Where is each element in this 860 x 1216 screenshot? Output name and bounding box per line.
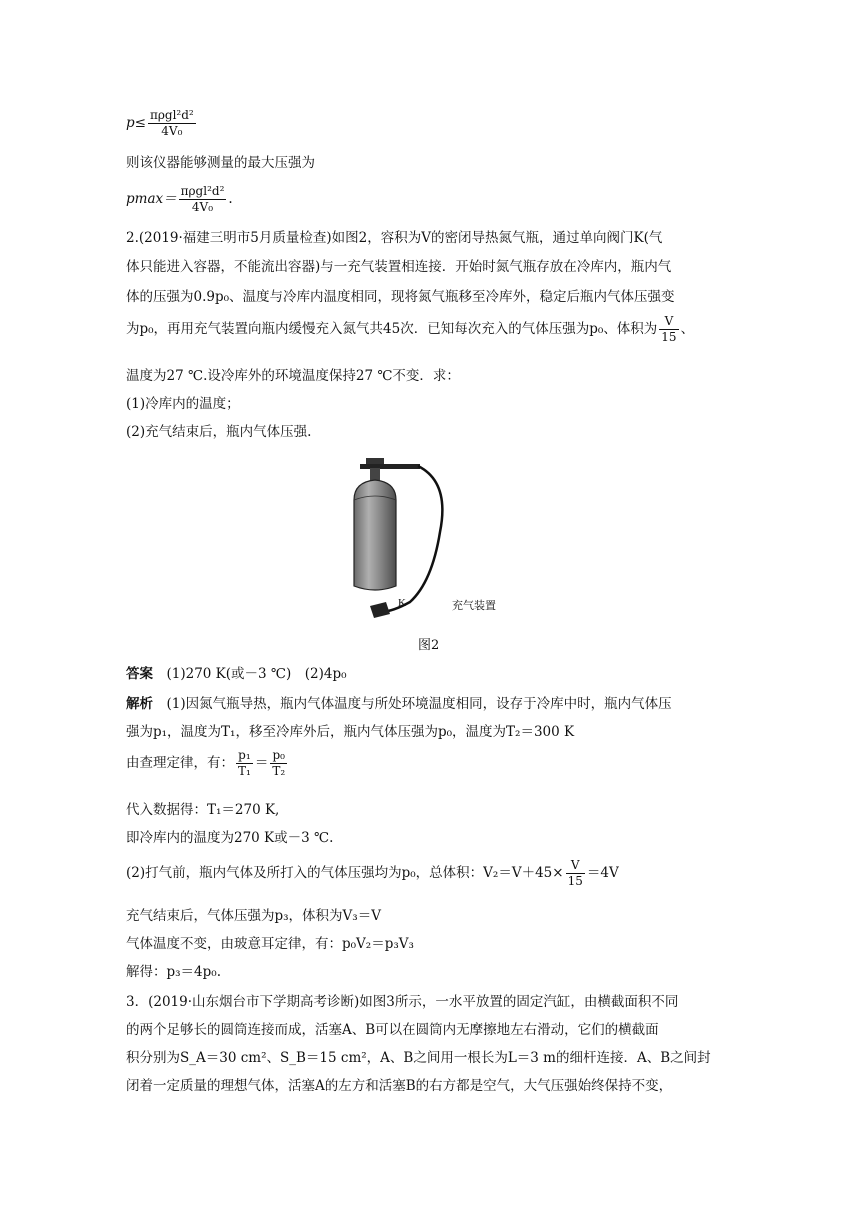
device-label: 充气装置 [452, 599, 496, 612]
ineq-fraction [148, 108, 196, 139]
q2-frac-den: 15 [661, 330, 677, 344]
q3-line-3: 积分别为S_A＝30 cm²、S_B＝15 cm²，A、B之间用一根长为L＝3 m的细杆连接．A、B之间封 [126, 1050, 711, 1066]
pmax-lhs: pmax＝ [126, 191, 177, 207]
q3-line-1: 3．(2019·山东烟台市下学期高考诊断)如图3所示，一水平放置的固定汽缸，由横截面积不同 [126, 994, 679, 1010]
valve-k [370, 602, 390, 618]
after-fill-line: 充气结束后，气体压强为p₃，体积为V₃＝V [126, 908, 381, 924]
q3-line-4: 闭着一定质量的理想气体，活塞A的左方和活塞B的右方都是空气，大气压强始终保持不变， [126, 1078, 673, 1094]
q2-subquestion-2: (2)充气结束后，瓶内气体压强. [126, 424, 312, 440]
charles-den-2: T₂ [272, 764, 286, 778]
pmax-numerator: πρgl²d² [180, 184, 225, 198]
q2-line-5: 温度为27 ℃.设冷库外的环境温度保持27 ℃不变．求： [126, 368, 460, 384]
pmax-fraction [179, 184, 227, 215]
part2-num: V [566, 858, 585, 874]
q2-line-4-text: 为p₀，再用充气装置向瓶内缓慢充入氮气共45次．已知每次充入的气体压强为p₀、体积为 [126, 321, 658, 337]
substitute-data-line: 代入数据得：T₁＝270 K, [126, 802, 280, 818]
q2-line-4-end: 、 [680, 321, 695, 337]
charles-num-1: p₁ [236, 748, 253, 764]
q2-line-3: 体的压强为0.9p₀、温度与冷库内温度相同，现将氮气瓶移至冷库外，稳定后瓶内气体压强变 [126, 289, 675, 305]
q2-line-4 [126, 314, 694, 345]
part2-fraction [566, 858, 585, 889]
charles-den-1: T₁ [238, 764, 251, 778]
answer-line [126, 664, 347, 684]
part2-text: (2)打气前，瓶内气体及所打入的气体压强均为p₀，总体积：V₂＝V＋45× [126, 865, 564, 881]
charles-fraction-1 [236, 748, 253, 779]
charles-prefix: 由查理定律，有： [126, 755, 234, 771]
q2-line-2: 体只能进入容器，不能流出容器)与一充气装置相连接．开始时氮气瓶存放在冷库内，瓶内气 [126, 259, 672, 275]
answer-text: (1)270 K(或－3 ℃) (2)4p₀ [166, 666, 347, 682]
solution-line: 解得：p₃＝4p₀. [126, 964, 221, 980]
analysis-line-2: 强为p₁，温度为T₁，移至冷库外后，瓶内气体压强为p₀，温度为T₂＝300 K [126, 724, 575, 740]
inequality-formula [126, 108, 198, 139]
boyle-law-line: 气体温度不变，由玻意耳定律，有：p₀V₂＝p₃V₃ [126, 936, 414, 952]
part2-den: 15 [567, 874, 583, 888]
q2-frac-num: V [659, 314, 678, 330]
q2-volume-fraction [659, 314, 678, 345]
pmax-formula [126, 184, 233, 215]
charles-equals: ＝ [254, 755, 269, 771]
figure-caption: 图2 [418, 638, 440, 653]
cylinder-illustration [340, 452, 520, 624]
pmax-denominator: 4V₀ [191, 200, 214, 214]
cylinder-body [354, 480, 396, 590]
ineq-denominator: 4V₀ [161, 124, 183, 138]
valve-k-label: K [398, 597, 406, 609]
analysis-label: 解析 [126, 696, 153, 712]
ineq-numerator: πρgl²d² [149, 108, 194, 122]
charles-num-2: p₀ [270, 748, 287, 764]
q3-line-2: 的两个足够长的圆筒连接而成，活塞A、B可以在圆筒内无摩擦地左右滑动，它们的横截面 [126, 1022, 659, 1038]
q2-subquestion-1: (1)冷库内的温度； [126, 396, 240, 412]
pmax-end: . [228, 191, 233, 207]
q2-line-1: 2.(2019·福建三明市5月质量检查)如图2，容积为V的密闭导热氮气瓶，通过单向阀门K(气 [126, 230, 663, 246]
nitrogen-cylinder-figure [340, 452, 520, 624]
max-pressure-text: 则该仪器能够测量的最大压强为 [126, 155, 315, 171]
charles-fraction-2 [270, 748, 287, 779]
answer-label: 答案 [126, 666, 153, 682]
charles-law-line [126, 748, 289, 779]
part2-end: ＝4V [586, 865, 619, 881]
temperature-result-line: 即冷库内的温度为270 K或－3 ℃. [126, 830, 334, 846]
analysis-line-1 [126, 694, 672, 714]
ineq-lhs: p≤ [126, 115, 146, 131]
analysis-text-1: (1)因氮气瓶导热，瓶内气体温度与所处环境温度相同，设存于冷库中时，瓶内气体压 [166, 696, 672, 712]
part2-line [126, 858, 619, 889]
